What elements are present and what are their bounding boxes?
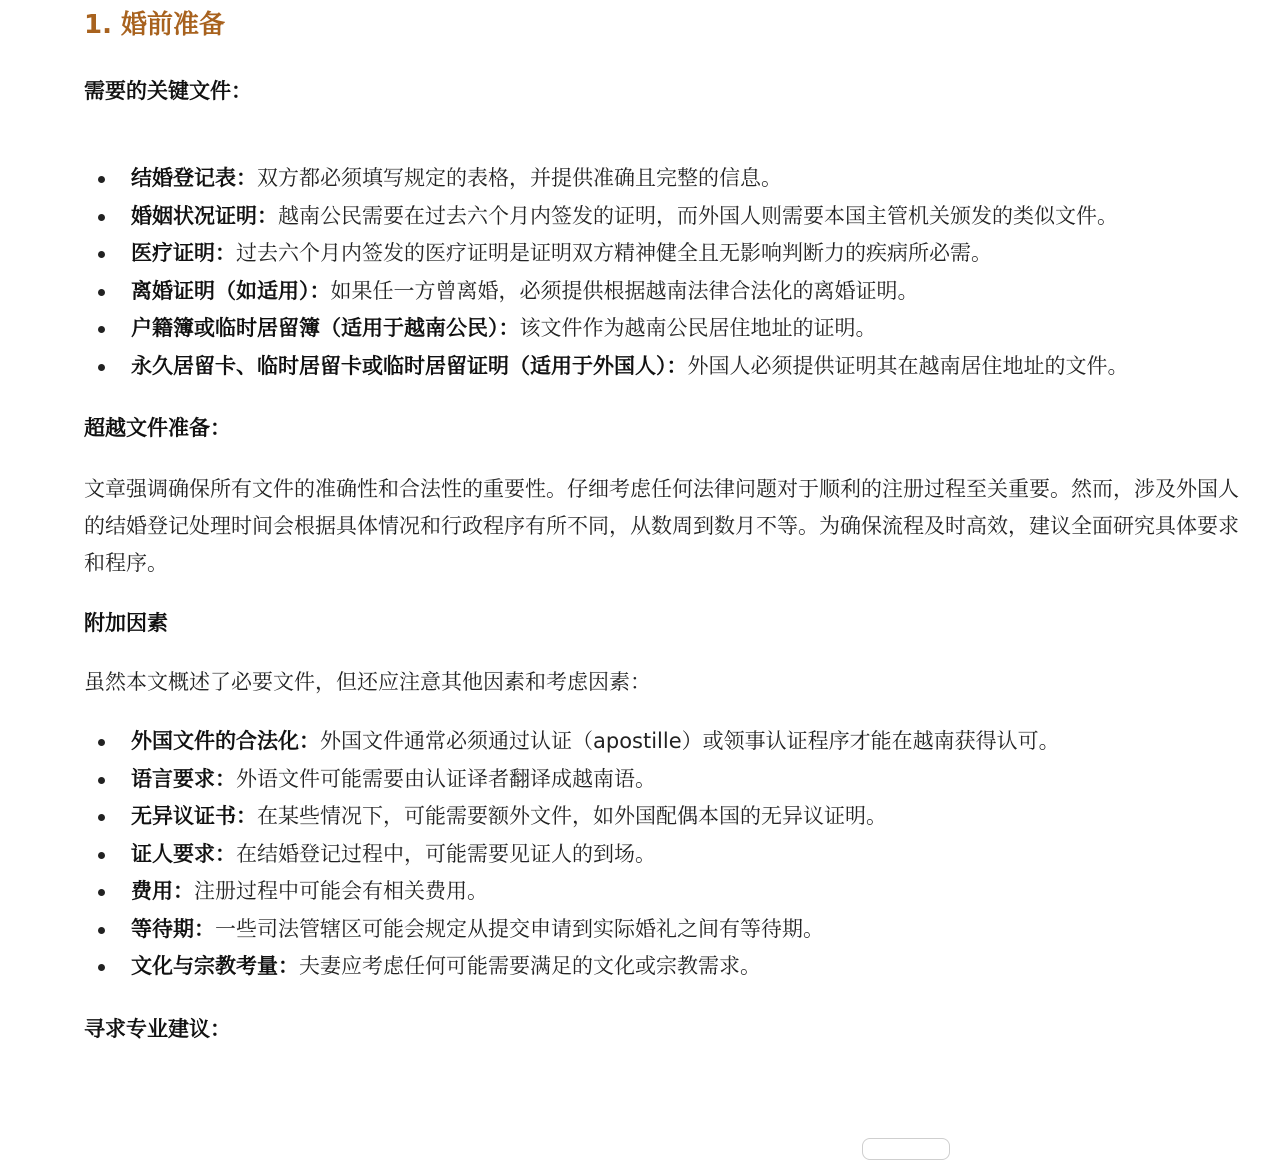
list-item-desc: 如果任一方曾离婚，必须提供根据越南法律合法化的离婚证明。 (330, 278, 919, 303)
list-item-desc: 注册过程中可能会有相关费用。 (194, 879, 488, 903)
list-item-term: 语言要求： (131, 766, 236, 791)
bullet-icon (98, 214, 105, 221)
article-content (84, 0, 1252, 1044)
additional-intro: 虽然本文概述了必要文件，但还应注意其他因素和考虑因素： (84, 670, 651, 694)
list-item-desc: 外国人必须提供证明其在越南居住地址的文件。 (687, 353, 1129, 378)
bullet-icon (98, 289, 105, 296)
list-item (84, 798, 1252, 836)
list-item-term: 婚姻状况证明： (131, 203, 278, 228)
list-item-term: 费用： (131, 879, 194, 903)
list-item-term: 户籍簿或临时居留簿（适用于越南公民）： (131, 316, 520, 340)
key-documents-list (84, 160, 1252, 385)
bullet-icon (98, 777, 105, 784)
bullet-icon (98, 852, 105, 859)
list-item-term: 永久居留卡、临时居留卡或临时居留证明（适用于外国人）： (131, 353, 688, 378)
list-item (84, 198, 1252, 236)
beyond-heading: 超越文件准备： (84, 416, 231, 440)
list-item (84, 160, 1252, 198)
list-item (84, 761, 1252, 799)
list-item-desc: 夫妻应考虑任何可能需要满足的文化或宗教需求。 (299, 954, 761, 978)
list-item (84, 911, 1252, 949)
key-documents-heading: 需要的关键文件： (84, 79, 252, 103)
bullet-icon (98, 964, 105, 971)
list-item (84, 723, 1252, 761)
list-item-term: 证人要求： (131, 841, 236, 866)
bullet-icon (98, 739, 105, 746)
list-item-desc: 外国文件通常必须通过认证（apostille）或领事认证程序才能在越南获得认可。 (320, 729, 1060, 753)
advice-heading: 寻求专业建议： (84, 1016, 231, 1041)
floating-button[interactable] (862, 1138, 950, 1160)
list-item (84, 836, 1252, 874)
list-item-term: 结婚登记表： (131, 166, 257, 190)
bullet-icon (98, 326, 105, 333)
additional-heading: 附加因素 (84, 611, 168, 635)
additional-list (84, 723, 1252, 986)
list-item-desc: 该文件作为越南公民居住地址的证明。 (519, 316, 877, 340)
list-item-term: 医疗证明： (131, 241, 236, 265)
list-item-desc: 外语文件可能需要由认证译者翻译成越南语。 (236, 766, 656, 791)
list-item-desc: 在结婚登记过程中，可能需要见证人的到场。 (236, 841, 656, 866)
list-item (84, 235, 1252, 273)
list-item-desc: 双方都必须填写规定的表格，并提供准确且完整的信息。 (257, 166, 782, 190)
bullet-icon (98, 176, 105, 183)
bullet-icon (98, 251, 105, 258)
bullet-icon (98, 364, 105, 371)
list-item (84, 310, 1252, 348)
list-item-term: 文化与宗教考量： (131, 954, 299, 978)
list-item-term: 等待期： (131, 916, 215, 941)
list-item-desc: 过去六个月内签发的医疗证明是证明双方精神健全且无影响判断力的疾病所必需。 (236, 241, 992, 265)
list-item-term: 离婚证明（如适用）： (131, 278, 331, 303)
list-item-term: 无异议证书： (131, 804, 257, 828)
beyond-paragraph: 文章强调确保所有文件的准确性和合法性的重要性。仔细考虑任何法律问题对于顺利的注册过程至关重要。然而，涉及外国人的结婚登记处理时间会根据具体情况和行政程序有所不同，从数周到数月不等。为确保流程及时高效，建议全面研究具体要求和程序。 (84, 477, 1239, 575)
section-title: 1. 婚前准备 (84, 10, 226, 40)
list-item (84, 273, 1252, 311)
bullet-icon (98, 814, 105, 821)
list-item (84, 948, 1252, 986)
list-item-desc: 越南公民需要在过去六个月内签发的证明，而外国人则需要本国主管机关颁发的类似文件。 (278, 203, 1118, 228)
list-item (84, 873, 1252, 911)
list-item-desc: 在某些情况下，可能需要额外文件，如外国配偶本国的无异议证明。 (257, 804, 887, 828)
bullet-icon (98, 889, 105, 896)
list-item-term: 外国文件的合法化： (131, 729, 320, 753)
list-item-desc: 一些司法管辖区可能会规定从提交申请到实际婚礼之间有等待期。 (215, 916, 824, 941)
list-item (84, 348, 1252, 386)
bullet-icon (98, 927, 105, 934)
